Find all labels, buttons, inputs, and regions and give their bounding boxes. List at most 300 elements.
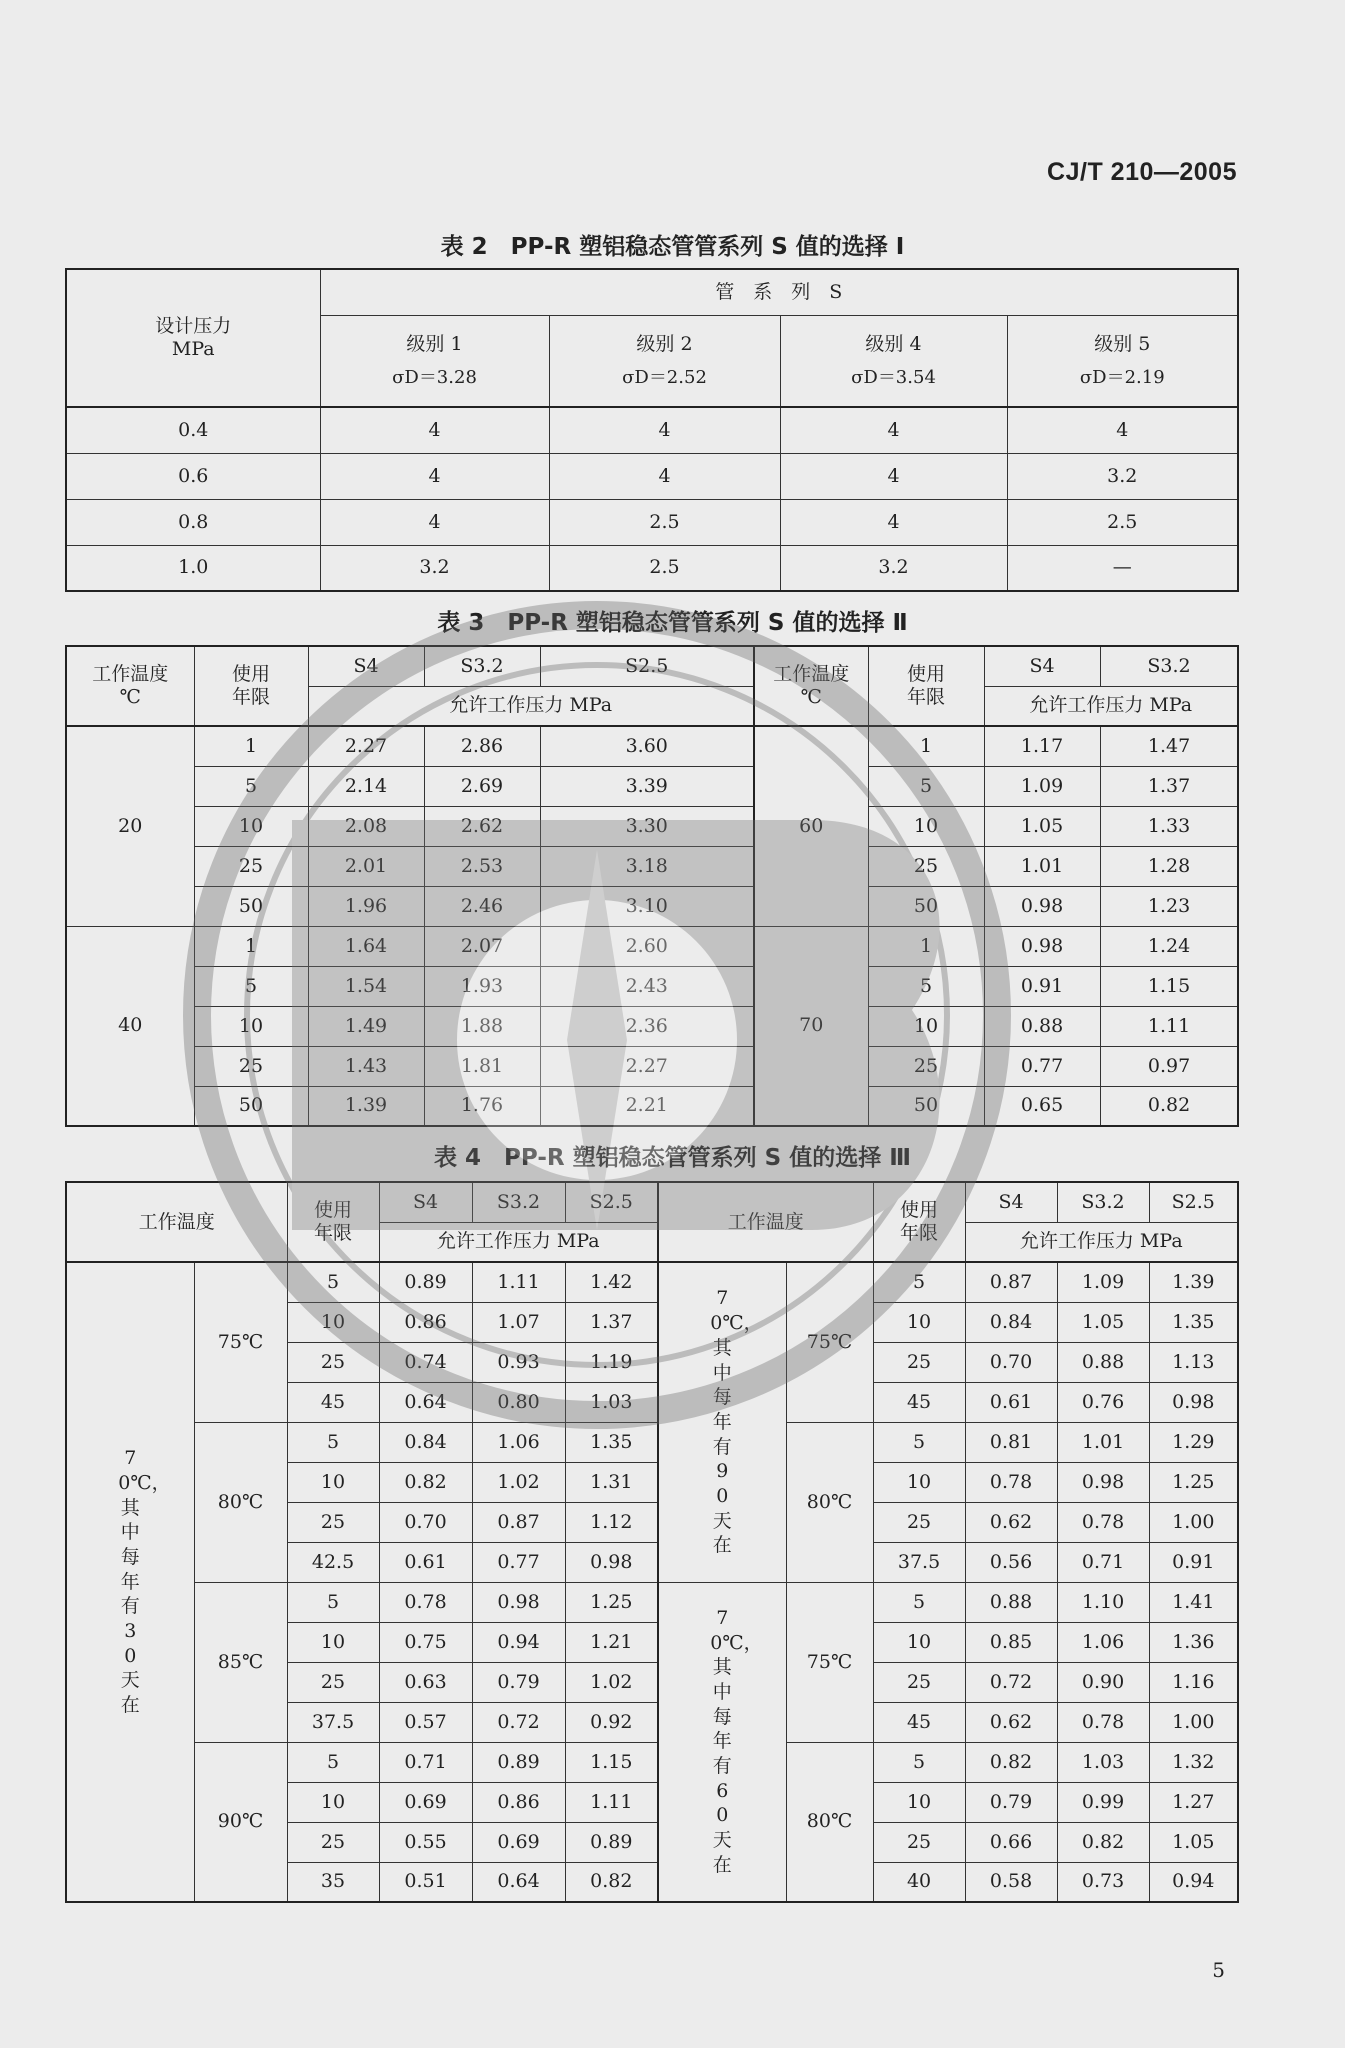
table-cell: 0.72 [472,1702,565,1742]
use-years-header [287,1182,379,1262]
level-name: 级别 1 [406,332,463,355]
table-cell: 2.62 [424,806,540,846]
table-cell: 0.79 [472,1662,565,1702]
table-cell: 1.09 [1057,1262,1149,1302]
level-header [1007,315,1238,407]
table-cell: 1.25 [1149,1462,1238,1502]
header-line: 工作温度 [92,663,169,686]
work-temp-header: 工作温度 [66,1182,287,1262]
table-cell: 3.60 [540,726,754,766]
table-cell: 2.43 [540,966,754,1006]
header-line: 工作温度 [773,663,850,686]
table-cell: 0.69 [379,1782,472,1822]
sub-temp-cell: 75℃ [786,1582,873,1742]
table4 [65,1181,1239,1903]
table-cell: 25 [287,1662,379,1702]
table-cell: 0.98 [984,926,1100,966]
s-col-header: S3.2 [1100,646,1238,686]
header-line: 年限 [907,686,946,708]
table-cell: 0.94 [1149,1862,1238,1902]
table-cell: 4 [1007,407,1238,453]
table-cell: 1.16 [1149,1662,1238,1702]
table-cell: 1.54 [308,966,424,1006]
sub-temp-cell: 75℃ [194,1262,287,1422]
table-cell: 1.19 [565,1342,658,1382]
table-cell: 0.6 [66,453,320,499]
table-cell: 0.89 [379,1262,472,1302]
table-cell: 0.57 [379,1702,472,1742]
allowed-pressure-header: 允许工作压力 MPa [308,686,754,726]
level-sigma: σD＝3.28 [392,367,477,389]
table-cell: 0.65 [984,1086,1100,1126]
table-cell: 2.5 [549,545,780,591]
table-cell: 0.71 [1057,1542,1149,1582]
table-row [66,1046,1238,1086]
table-cell: 1.36 [1149,1622,1238,1662]
table-cell: 5 [287,1262,379,1302]
table-cell: 1.00 [1149,1502,1238,1542]
table-cell: 5 [194,766,308,806]
table-cell: 0.77 [984,1046,1100,1086]
header-line: 年限 [900,1222,939,1244]
temp-cell: 40 [66,926,194,1126]
header-line: 使用 [900,1199,939,1222]
table-cell: 1.35 [565,1422,658,1462]
table-cell: 0.70 [965,1342,1057,1382]
table-cell: 1.39 [308,1086,424,1126]
table-cell: 0.87 [472,1502,565,1542]
table-cell: 45 [287,1382,379,1422]
table-cell: 42.5 [287,1542,379,1582]
table-cell: 0.69 [472,1822,565,1862]
table-cell: 0.72 [965,1662,1057,1702]
table-cell: 5 [194,966,308,1006]
table-cell: 2.07 [424,926,540,966]
table-cell: 3.18 [540,846,754,886]
table-cell: 1.10 [1057,1582,1149,1622]
table-cell: 0.66 [965,1822,1057,1862]
allowed-pressure-header: 允许工作压力 MPa [965,1222,1238,1262]
table-cell: 0.64 [472,1862,565,1902]
s-col-header: S2.5 [540,646,754,686]
sub-temp-cell: 80℃ [194,1422,287,1582]
table-cell: 3.2 [1007,453,1238,499]
table-cell: 1.47 [1100,726,1238,766]
table-cell: 1.93 [424,966,540,1006]
table-cell: 2.36 [540,1006,754,1046]
table-cell: 0.58 [965,1862,1057,1902]
table-cell: 1.15 [565,1742,658,1782]
vertical-label: 70℃，其中每年有30天在 [118,1447,171,1717]
table-cell: 10 [194,806,308,846]
s-col-header: S2.5 [1149,1182,1238,1222]
table-cell: 2.21 [540,1086,754,1126]
table-cell: 0.84 [379,1422,472,1462]
table-row [66,1006,1238,1046]
table-row [66,846,1238,886]
work-temp-header [754,646,868,726]
table-row [66,499,1238,545]
table-cell: 0.63 [379,1662,472,1702]
level-name: 级别 2 [636,332,693,355]
table-cell: 5 [287,1422,379,1462]
table-cell: 0.80 [472,1382,565,1422]
header-line: 年限 [314,1222,353,1244]
table-cell: 2.53 [424,846,540,886]
table-cell: 1.37 [565,1302,658,1342]
table-cell: 0.93 [472,1342,565,1382]
table-cell: 0.98 [565,1542,658,1582]
table-cell: 1.06 [1057,1622,1149,1662]
sub-temp-cell: 80℃ [786,1422,873,1582]
table-cell: 25 [868,846,984,886]
table-cell: 0.8 [66,499,320,545]
outer-condition-cell [658,1582,786,1902]
table-cell: 2.27 [540,1046,754,1086]
table-cell: 1.15 [1100,966,1238,1006]
table-cell: 0.76 [1057,1382,1149,1422]
table-cell: 40 [873,1862,965,1902]
table-cell: 0.74 [379,1342,472,1382]
s-col-header: S3.2 [424,646,540,686]
table-cell: 0.62 [965,1702,1057,1742]
table-cell: 37.5 [873,1542,965,1582]
table-cell: 1.02 [565,1662,658,1702]
level-sigma: σD＝2.19 [1079,367,1165,389]
sub-temp-cell: 85℃ [194,1582,287,1742]
level-sigma: σD＝3.54 [851,367,936,389]
table-cell: 0.98 [984,886,1100,926]
table-cell: 0.91 [1149,1542,1238,1582]
table-cell: 0.97 [1100,1046,1238,1086]
table-cell: 1.11 [565,1782,658,1822]
page-number: 5 [1212,1958,1225,1982]
table-cell: 4 [320,453,549,499]
table-cell: 3.2 [780,545,1007,591]
table-cell: 0.73 [1057,1862,1149,1902]
table-cell: 2.08 [308,806,424,846]
table-cell: 1.02 [472,1462,565,1502]
table-cell: 10 [873,1782,965,1822]
table-cell: 25 [873,1502,965,1542]
s-col-header: S3.2 [472,1182,565,1222]
table-cell: 0.87 [965,1262,1057,1302]
table-cell: 1 [868,926,984,966]
table-cell: 0.98 [1057,1462,1149,1502]
table-cell: — [1007,545,1238,591]
use-years-header [868,646,984,726]
table-cell: 0.82 [1100,1086,1238,1126]
table-cell: 5 [873,1422,965,1462]
table-cell: 1.05 [984,806,1100,846]
table-cell: 1.05 [1057,1302,1149,1342]
table-cell: 1.76 [424,1086,540,1126]
table-cell: 1.35 [1149,1302,1238,1342]
table-cell: 10 [873,1302,965,1342]
table-cell: 4 [549,453,780,499]
table-cell: 5 [873,1582,965,1622]
table-cell: 25 [868,1046,984,1086]
table-row [66,545,1238,591]
table-row [66,886,1238,926]
table4-caption: 表 4 PP-R 塑铝稳态管管系列 S 值的选择 Ⅲ [434,1145,911,1171]
sub-temp-cell: 80℃ [786,1742,873,1902]
table-cell: 1.39 [1149,1262,1238,1302]
table-row [66,1582,1238,1622]
table-cell: 1.32 [1149,1742,1238,1782]
header-line: ℃ [119,686,141,708]
table-cell: 10 [287,1302,379,1342]
table-cell: 1.49 [308,1006,424,1046]
table-cell: 2.5 [1007,499,1238,545]
table-cell: 0.61 [379,1542,472,1582]
table-cell: 5 [873,1262,965,1302]
table-row [66,926,1238,966]
table-cell: 0.71 [379,1742,472,1782]
table-cell: 10 [287,1622,379,1662]
table-cell: 3.30 [540,806,754,846]
table-cell: 10 [287,1782,379,1822]
table-cell: 10 [873,1462,965,1502]
table-cell: 1 [868,726,984,766]
table-cell: 0.99 [1057,1782,1149,1822]
table-cell: 25 [287,1502,379,1542]
allowed-pressure-header: 允许工作压力 MPa [379,1222,658,1262]
header-line: 使用 [907,663,946,686]
table-cell: 0.86 [379,1302,472,1342]
pipe-series-header: 管 系 列 S [320,269,1238,315]
table-cell: 1.03 [1057,1742,1149,1782]
vertical-label: 70℃，其中每年有60天在 [710,1606,763,1876]
allowed-pressure-header: 允许工作压力 MPa [984,686,1238,726]
table-row [66,806,1238,846]
table-cell: 2.5 [549,499,780,545]
table-cell: 1.06 [472,1422,565,1462]
table-cell: 5 [873,1742,965,1782]
table-cell: 1.00 [1149,1702,1238,1742]
table-row [66,726,1238,766]
vertical-label: 70℃，其中每年有90天在 [710,1287,763,1557]
table-cell: 50 [194,886,308,926]
table-cell: 1 [194,926,308,966]
table-cell: 0.75 [379,1622,472,1662]
table-cell: 2.60 [540,926,754,966]
table-cell: 1.11 [472,1262,565,1302]
table-cell: 50 [194,1086,308,1126]
table-cell: 50 [868,886,984,926]
table-row [66,453,1238,499]
table-row [66,966,1238,1006]
s-col-header: S2.5 [565,1182,658,1222]
table-cell: 3.2 [320,545,549,591]
table-cell: 2.14 [308,766,424,806]
table-cell: 1 [194,726,308,766]
table-cell: 0.78 [379,1582,472,1622]
temp-cell: 60 [754,726,868,926]
table-cell: 2.46 [424,886,540,926]
table-cell: 0.98 [1149,1382,1238,1422]
table-cell: 1.03 [565,1382,658,1422]
level-name: 级别 4 [865,332,922,355]
table-cell: 1.33 [1100,806,1238,846]
table-cell: 0.77 [472,1542,565,1582]
table-cell: 45 [873,1382,965,1422]
table-cell: 1.11 [1100,1006,1238,1046]
table-cell: 25 [287,1822,379,1862]
table-cell: 1.96 [308,886,424,926]
table-cell: 3.39 [540,766,754,806]
table-cell: 0.88 [984,1006,1100,1046]
table-cell: 1.64 [308,926,424,966]
table-cell: 2.69 [424,766,540,806]
temp-cell: 20 [66,726,194,926]
table-cell: 0.88 [1057,1342,1149,1382]
table2 [65,268,1239,592]
table-cell: 0.91 [984,966,1100,1006]
level-sigma: σD＝2.52 [622,367,707,389]
level-header [780,315,1007,407]
table-cell: 1.21 [565,1622,658,1662]
table-cell: 0.92 [565,1702,658,1742]
table-cell: 1.37 [1100,766,1238,806]
table-cell: 1.13 [1149,1342,1238,1382]
level-name: 级别 5 [1094,332,1151,355]
work-temp-header [66,646,194,726]
table-cell: 0.62 [965,1502,1057,1542]
table-row [66,766,1238,806]
table-cell: 1.01 [1057,1422,1149,1462]
table-row [66,1262,1238,1302]
table-cell: 1.09 [984,766,1100,806]
outer-condition-cell [658,1262,786,1582]
s-col-header: S4 [965,1182,1057,1222]
table3 [65,645,1239,1127]
table-cell: 0.70 [379,1502,472,1542]
s-col-header: S4 [379,1182,472,1222]
table-cell: 1.07 [472,1302,565,1342]
table-cell: 0.51 [379,1862,472,1902]
table-row [66,407,1238,453]
table-cell: 0.78 [1057,1502,1149,1542]
table-cell: 1.31 [565,1462,658,1502]
table-cell: 0.82 [1057,1822,1149,1862]
table-cell: 0.64 [379,1382,472,1422]
table-cell: 0.4 [66,407,320,453]
table-cell: 25 [287,1342,379,1382]
table-cell: 0.79 [965,1782,1057,1822]
table-cell: 2.86 [424,726,540,766]
table-cell: 10 [868,806,984,846]
table-cell: 1.88 [424,1006,540,1046]
table-cell: 0.55 [379,1822,472,1862]
table-cell: 10 [868,1006,984,1046]
table-cell: 1.0 [66,545,320,591]
table-cell: 2.01 [308,846,424,886]
table-cell: 10 [194,1006,308,1046]
table-cell: 25 [194,1046,308,1086]
table-cell: 1.12 [565,1502,658,1542]
s-col-header: S4 [984,646,1100,686]
header-line: 使用 [231,663,270,686]
level-header [549,315,780,407]
table-cell: 25 [873,1822,965,1862]
table-cell: 1.43 [308,1046,424,1086]
table-cell: 1.24 [1100,926,1238,966]
table-cell: 1.28 [1100,846,1238,886]
table-cell: 0.88 [965,1582,1057,1622]
table-cell: 0.82 [965,1742,1057,1782]
header-line: 年限 [231,686,270,708]
table-row [66,1742,1238,1782]
table-row [66,1086,1238,1126]
sub-temp-cell: 75℃ [786,1262,873,1422]
table-cell: 0.61 [965,1382,1057,1422]
table-cell: 0.86 [472,1782,565,1822]
table-cell: 50 [868,1086,984,1126]
table-cell: 0.78 [965,1462,1057,1502]
table-cell: 0.84 [965,1302,1057,1342]
table-cell: 10 [873,1622,965,1662]
table-cell: 1.27 [1149,1782,1238,1822]
table-cell: 4 [320,407,549,453]
table-cell: 25 [873,1662,965,1702]
table-cell: 1.23 [1100,886,1238,926]
table-cell: 1.25 [565,1582,658,1622]
table3-caption: 表 3 PP-R 塑铝稳态管管系列 S 值的选择 Ⅱ [437,610,908,636]
table-cell: 25 [194,846,308,886]
table-cell: 1.01 [984,846,1100,886]
table-cell: 4 [780,407,1007,453]
header-line: 使用 [314,1199,353,1222]
design-pressure-header: 设计压力 MPa [66,269,320,407]
table-cell: 4 [780,453,1007,499]
table-cell: 2.27 [308,726,424,766]
table-cell: 45 [873,1702,965,1742]
table-cell: 5 [287,1742,379,1782]
temp-cell: 70 [754,926,868,1126]
sub-temp-cell: 90℃ [194,1742,287,1902]
table-cell: 4 [320,499,549,545]
table2-caption: 表 2 PP-R 塑铝稳态管管系列 S 值的选择 Ⅰ [440,234,905,260]
table-cell: 0.98 [472,1582,565,1622]
table-row [66,1422,1238,1462]
use-years-header [194,646,308,726]
table-cell: 25 [873,1342,965,1382]
level-header [320,315,549,407]
table-cell: 37.5 [287,1702,379,1742]
work-temp-header: 工作温度 [658,1182,873,1262]
table-cell: 4 [549,407,780,453]
table-cell: 35 [287,1862,379,1902]
table-cell: 5 [868,966,984,1006]
table-cell: 0.90 [1057,1662,1149,1702]
header-line: ℃ [800,686,822,708]
table-cell: 5 [287,1582,379,1622]
table-cell: 0.81 [965,1422,1057,1462]
standard-code: CJ/T 210—2005 [1047,158,1237,186]
outer-condition-cell [66,1262,194,1902]
table-cell: 1.42 [565,1262,658,1302]
table-cell: 0.85 [965,1622,1057,1662]
table-cell: 0.89 [565,1822,658,1862]
table-cell: 10 [287,1462,379,1502]
table-cell: 3.10 [540,886,754,926]
table-cell: 0.94 [472,1622,565,1662]
table-cell: 1.17 [984,726,1100,766]
table-cell: 1.05 [1149,1822,1238,1862]
table-cell: 0.82 [565,1862,658,1902]
table-cell: 1.81 [424,1046,540,1086]
